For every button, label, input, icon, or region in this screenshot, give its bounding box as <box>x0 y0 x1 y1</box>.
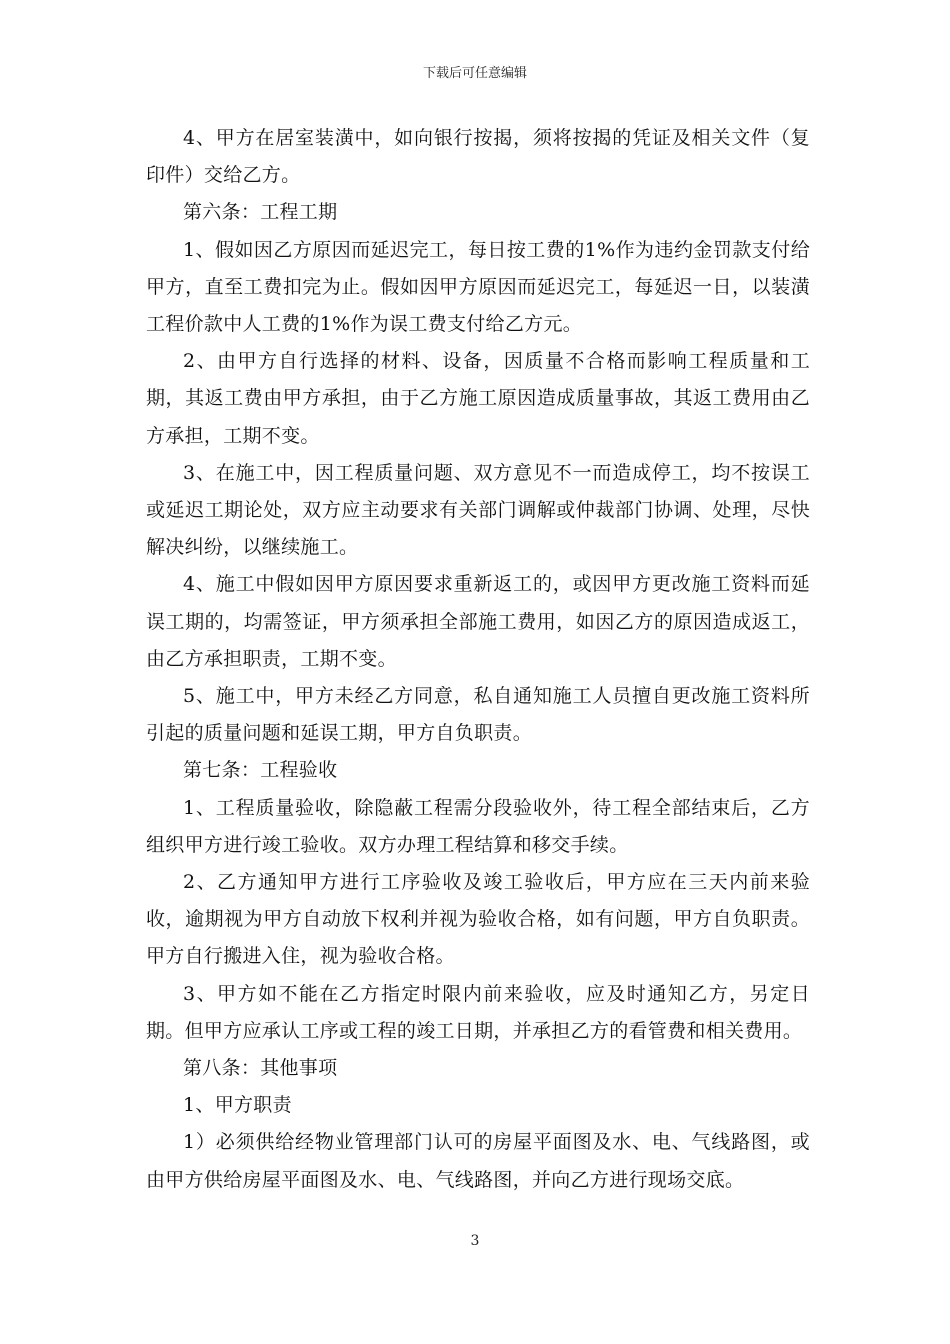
paragraph-rework: 4、施工中假如因甲方原因要求重新返工的，或因甲方更改施工资料而延误工期的，均需签证，甲方须承担全部施工费用，如因乙方的原因造成返工，由乙方承担职责，工期不变。 <box>146 573 810 670</box>
document-body <box>146 120 810 1199</box>
paragraph-clause-4-mortgage: 4、甲方在居室装潢中，如向银行按揭，须将按揭的凭证及相关文件（复印件）交给乙方。 <box>146 127 810 187</box>
paragraph-dispute-stoppage: 3、在施工中，因工程质量问题、双方意见不一而造成停工，均不按误工或延迟工期论处，双方应主动要求有关部门调解或仲裁部门协调、处理，尽快解决纠纷，以继续施工。 <box>146 461 810 559</box>
page-number: 3 <box>470 1233 480 1249</box>
paragraph-floor-plans: 1）必须供给经物业管理部门认可的房屋平面图及水、电、气线路图，或由甲方供给房屋平面图及水、电、气线路图，并向乙方进行现场交底。 <box>146 1131 810 1191</box>
section-heading-7-acceptance: 第七条：工程验收 <box>183 759 338 782</box>
paragraph-acceptance-notice: 2、乙方通知甲方进行工序验收及竣工验收后，甲方应在三天内前来验收，逾期视为甲方自动放下权利并视为验收合格，如有问题，甲方自负职责。甲方自行搬进入住，视为验收合格。 <box>146 871 810 968</box>
section-heading-6-schedule: 第六条：工程工期 <box>183 201 338 224</box>
subheading-party-a-duties: 1、甲方职责 <box>183 1094 292 1117</box>
section-heading-8-other: 第八条：其他事项 <box>183 1057 338 1080</box>
page-header: 下载后可任意编辑 <box>422 66 527 81</box>
paragraph-unauthorized-change: 5、施工中，甲方未经乙方同意，私自通知施工人员擅自更改施工资料所引起的质量问题和延误工期，甲方自负职责。 <box>146 685 810 745</box>
paragraph-acceptance-delay: 3、甲方如不能在乙方指定时限内前来验收，应及时通知乙方，另定日期。但甲方应承认工序或工程的竣工日期，并承担乙方的看管费和相关费用。 <box>146 982 810 1042</box>
paragraph-material-quality: 2、由甲方自行选择的材料、设备，因质量不合格而影响工程质量和工期，其返工费由甲方承担，由于乙方施工原因造成质量事故，其返工费用由乙方承担，工期不变。 <box>146 350 810 447</box>
paragraph-quality-acceptance: 1、工程质量验收，除隐蔽工程需分段验收外，待工程全部结束后，乙方组织甲方进行竣工验收。双方办理工程结算和移交手续。 <box>146 796 810 856</box>
paragraph-delay-penalty: 1、假如因乙方原因而延迟完工，每日按工费的1%作为违约金罚款支付给甲方，直至工费扣完为止。假如因甲方原因而延迟完工，每延迟一日，以装潢工程价款中人工费的1%作为误工费支付给乙方元。 <box>146 238 810 336</box>
